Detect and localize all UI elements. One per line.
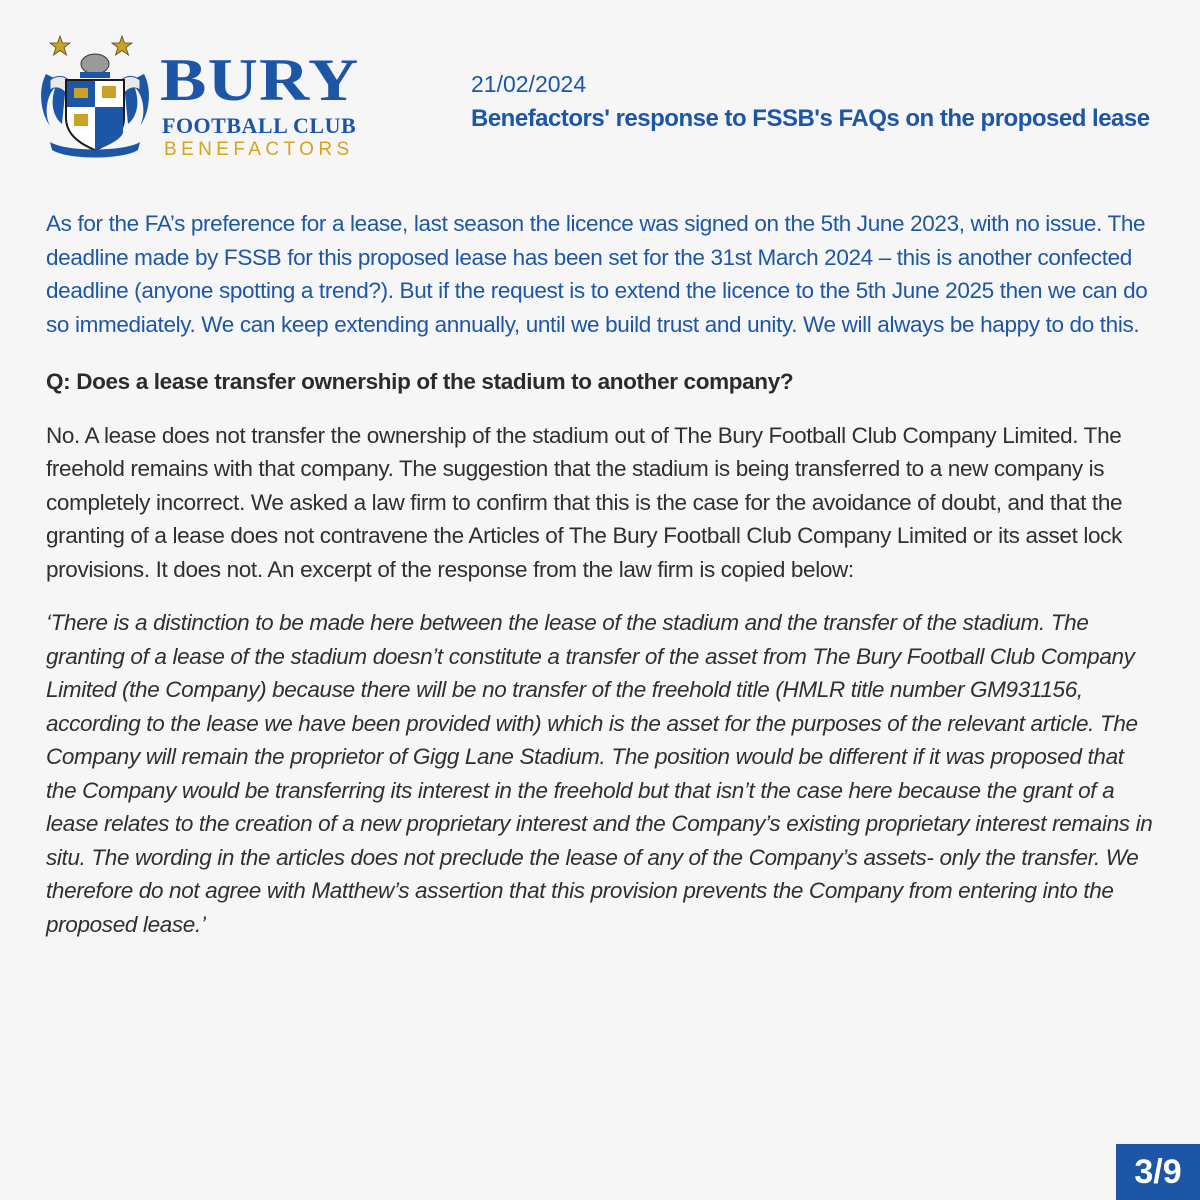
law-firm-quote: ‘There is a distinction to be made here between the lease of the stadium and the transfer of the stadium. The granting of a lease of the stadium doesn’t constitute a transfer of the asset from The Bury Football Club Company Limited (the Company) because there will be no transfer of the freehold title (HMLR title number GM931156, according to the lease we have been provided with) which is the asset for the purposes of the relevant article. The Company will remain the proprietor of Gigg Lane Stadium. The position would be different if it was proposed that the Company would be transferring its interest in the freehold but that isn’t the case here because the grant of a lease relates to the creation of a new proprietary interest and the Company’s existing proprietary interest remains in situ. The wording in the articles does not preclude the lease of any of the Company’s assets- only the transfer. We therefore do not agree with Matthew’s assertion that this provision prevents the Company from entering into the proposed lease.’ [46, 610, 1153, 937]
logo-subtitle: FOOTBALL CLUB [162, 113, 357, 138]
club-logo [36, 34, 372, 162]
intro-paragraph: As for the FA’s preference for a lease, last season the licence was signed on the 5th June 2023, with no issue. The deadline made by FSSB for this proposed lease has been set for the 31st March 2024 – this is another confected deadline (anyone spotting a trend?). But if the request is to extend the licence to the 5th June 2025 then we can do so immediately. We can keep extending annually, until we build trust and unity. We will always be happy to do this. [46, 211, 1148, 337]
club-crest-icon [36, 34, 154, 162]
page-indicator: 3/9 [1116, 1144, 1200, 1200]
document-body [46, 207, 1156, 941]
answer-paragraph: No. A lease does not transfer the ownership of the stadium out of The Bury Football Club Company Limited. The freehold remains with that company. The suggestion that the stadium is being transferred to a new company is completely incorrect. We asked a law firm to confirm that this is the case for the avoidance of doubt, and that the granting of a lease does not contravene the Articles of The Bury Football Club Company Limited or its asset lock provisions. It does not. An excerpt of the response from the law firm is copied below: [46, 422, 1123, 582]
logo-wordmark: BURY [160, 47, 360, 113]
post-title: Benefactors' response to FSSB's FAQs on the proposed lease [471, 105, 1150, 132]
logo-tagline: BENEFACTORS [164, 139, 354, 160]
faq-question: Q: Does a lease transfer ownership of the stadium to another company? [46, 369, 794, 394]
post-date: 21/02/2024 [471, 71, 587, 97]
header [0, 0, 1200, 175]
